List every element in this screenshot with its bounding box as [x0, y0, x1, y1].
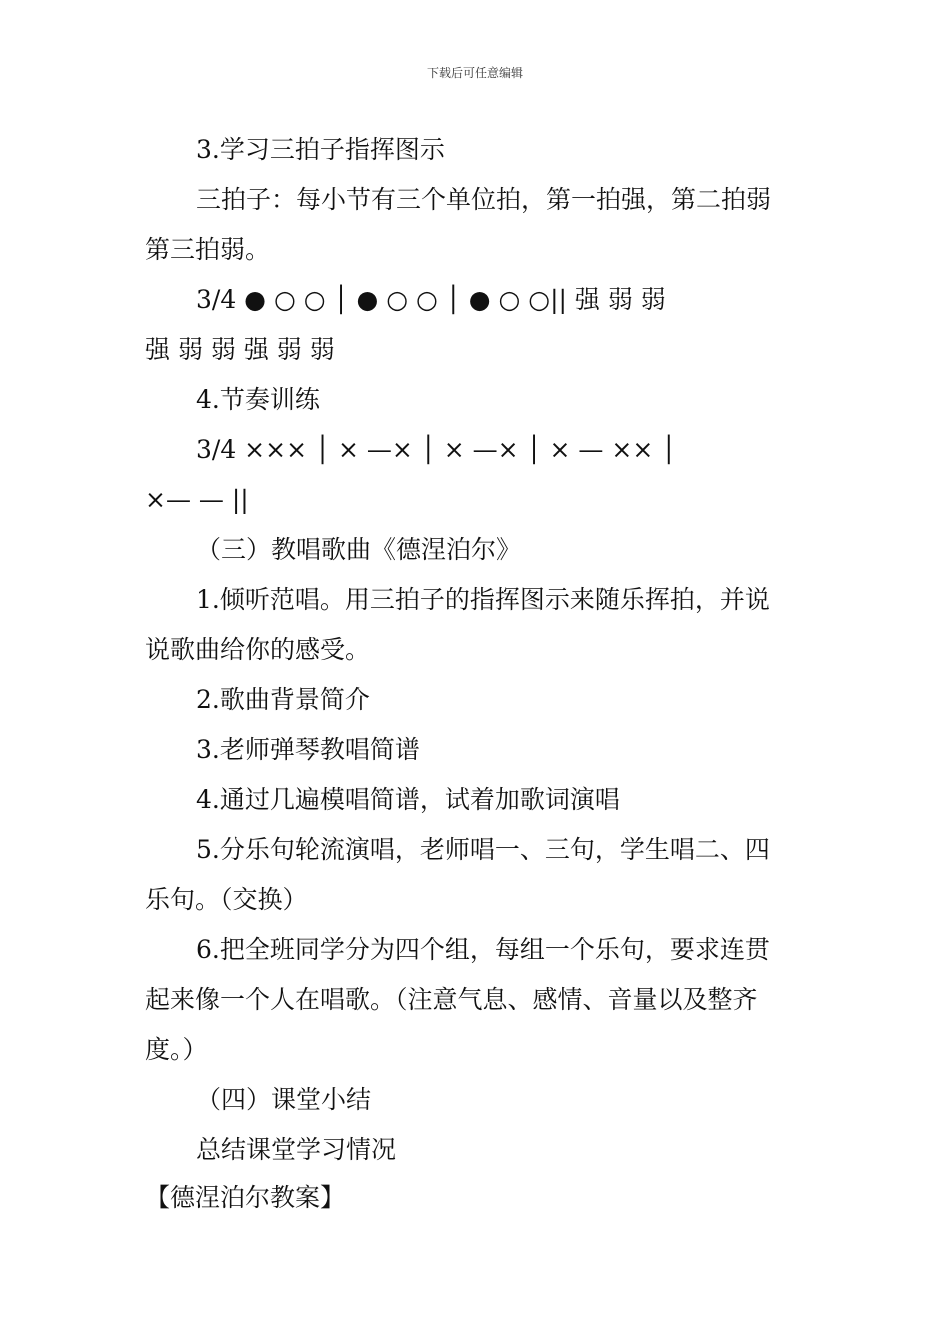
summary-text: 总结课堂学习情况	[196, 1135, 397, 1164]
triple-meter-definition: 三拍子：每小节有三个单位拍，第一拍强，第二拍弱	[196, 185, 772, 214]
rhythm-notation: 3/4 ××× │ × —× │ × —× │ × — ×× │	[196, 435, 677, 464]
page-header: 下载后可任意编辑	[426, 66, 523, 80]
beat-pattern-notation-cont: 强 弱 弱 强 弱 弱	[145, 335, 335, 364]
rhythm-notation-cont: ×— — ||	[145, 485, 249, 514]
part-3-heading: （三）教唱歌曲《德涅泊尔》	[196, 535, 522, 564]
step-5: 5.分乐句轮流演唱，老师唱一、三句，学生唱二、四	[196, 835, 770, 864]
step-4: 4.通过几遍模唱简谱，试着加歌词演唱	[196, 785, 620, 814]
step-3: 3.老师弹琴教唱简谱	[196, 735, 420, 764]
step-6: 6.把全班同学分为四个组，每组一个乐句，要求连贯	[196, 935, 770, 964]
lesson-plan-title: 【德涅泊尔教案】	[145, 1183, 346, 1212]
step-6-cont: 起来像一个人在唱歌。（注意气息、感情、音量以及整齐	[145, 985, 758, 1014]
section-3-heading: 3.学习三拍子指挥图示	[196, 135, 445, 164]
step-5-cont: 乐句。（交换）	[145, 885, 308, 914]
step-1: 1.倾听范唱。用三拍子的指挥图示来随乐挥拍，并说	[196, 585, 770, 614]
triple-meter-definition-cont: 第三拍弱。	[145, 235, 271, 264]
step-6-end: 度。）	[145, 1035, 208, 1064]
section-4-heading: 4.节奏训练	[196, 385, 320, 414]
step-1-cont: 说歌曲给你的感受。	[145, 635, 371, 664]
step-2: 2.歌曲背景简介	[196, 685, 370, 714]
part-4-heading: （四）课堂小结	[196, 1085, 372, 1114]
beat-pattern-notation: 3/4 ● ○ ○ │ ● ○ ○ │ ● ○ ○|| 强 弱 弱	[196, 285, 666, 314]
